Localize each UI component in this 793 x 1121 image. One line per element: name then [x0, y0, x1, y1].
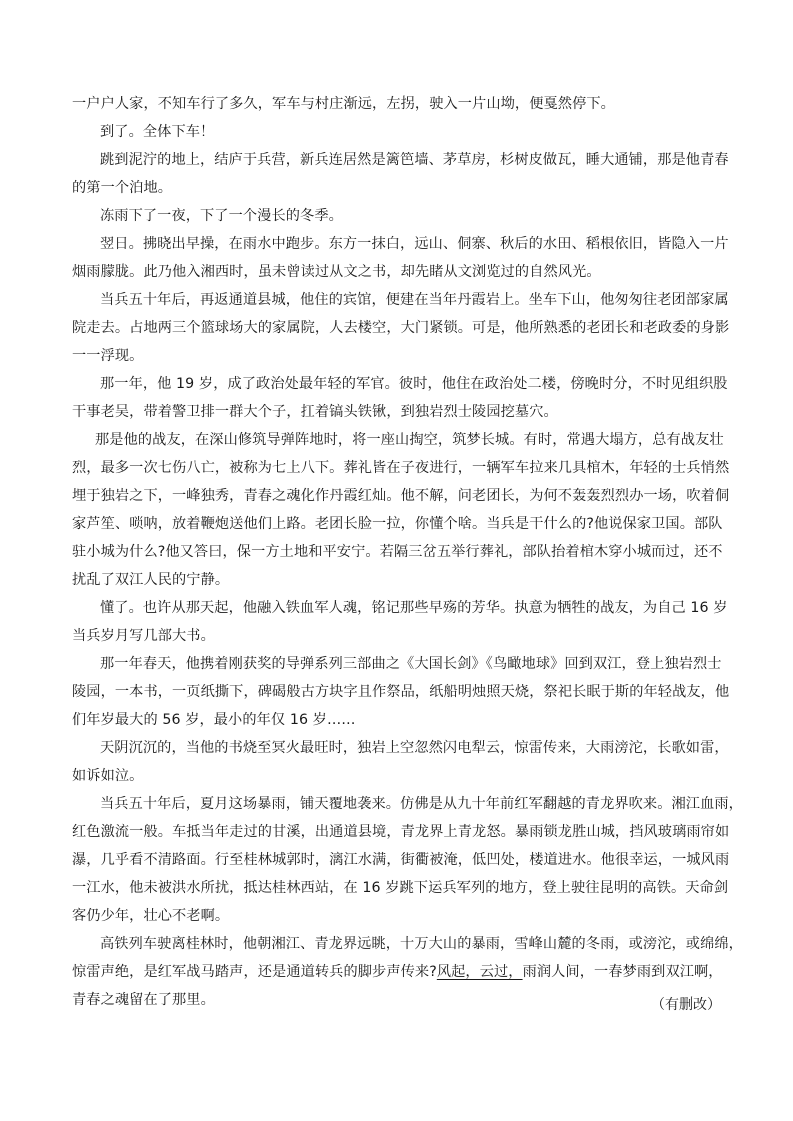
text-line: 院走去。占地两三个篮球场大的家属院，人去楼空，大门紧锁。可是，他所熟悉的老团长和老政委的身影 — [72, 320, 730, 336]
text-line: 懂了。也许从那天起，他融入铁血军人魂，铭记那些早殇的芳华。执意为牺牲的战友，为自己 16 岁 — [100, 600, 728, 616]
text-line: 陵园，一本书，一页纸撕下，碑碣般古方块字且作祭品，纸船明烛照天烧，祭祀长眠于斯的年轻战友，他 — [72, 684, 730, 700]
text-line — [72, 962, 723, 982]
text-line: 一一浮现。 — [72, 348, 144, 364]
text-segment: 雨润人间，一春梦雨到双江啊， — [522, 964, 723, 980]
text-line: 当兵五十年后，夏月这场暴雨，铺天覆地袭来。仿佛是从九十年前红军翻越的青龙界吹来。湘江血雨， — [100, 796, 743, 812]
text-line: 瀑，几乎看不清路面。行至桂林城郭时，漓江水满，街衢被淹，低凹处，楼道进水。他很幸运，一城风雨 — [72, 852, 730, 868]
text-line: 一户户人家，不知车行了多久，军车与村庄渐远，左拐，驶入一片山坳，便戛然停下。 — [72, 96, 615, 112]
text-line: 那一年，他 19 岁，成了政治处最年轻的军官。彼时，他住在政治处二楼，傍晚时分，不时见组织股 — [100, 376, 728, 392]
text-line: 天阴沉沉的，当他的书烧至冥火最旺时，独岩上空忽然闪电犁云，惊雷传来，大雨滂沱，长歌如雷， — [100, 740, 729, 756]
underlined-phrase: 风起，云过， — [436, 964, 523, 980]
text-line: 青春之魂留在了那里。 — [72, 992, 215, 1008]
text-segment: 惊雷声绝，是红军战马踏声，还是通道转兵的脚步声传来? — [72, 964, 437, 980]
text-line: 跳到泥泞的地上，结庐于兵营，新兵连居然是篱笆墙、茅草房，杉树皮做瓦，睡大通铺，那是他青春 — [100, 152, 729, 168]
text-line: 烈，最多一次七伤八亡，被称为七上八下。葬礼皆在子夜进行，一辆军车拉来几具棺木，年轻的士兵悄然 — [72, 460, 730, 476]
text-line: 到了。全体下车！ — [100, 124, 215, 140]
source-note: （有删改） — [651, 997, 721, 1013]
text-line: 如诉如泣。 — [72, 768, 144, 784]
text-line: 家芦笙、唢呐，放着鞭炮送他们上路。老团长脸一拉，你懂个啥。当兵是干什么的?他说保家卫国。部队 — [72, 516, 723, 532]
text-line: 埋于独岩之下，一峰独秀，青春之魂化作丹霞红灿。他不解，问老团长，为何不轰轰烈烈办一场，吹着侗 — [72, 488, 730, 504]
text-line: 们年岁最大的 56 岁，最小的年仅 16 岁…… — [72, 712, 356, 728]
text-line: 当兵五十年后，再返通道县城，他住的宾馆，便建在当年丹霞岩上。坐车下山，他匆匆往老团部家属 — [100, 292, 729, 308]
text-line: 一江水，他未被洪水所扰，抵达桂林西站，在 16 岁跳下运兵军列的地方，登上驶往昆明的高铁。天命剑 — [72, 880, 729, 896]
text-line: 红色激流一般。车抵当年走过的甘溪，出通道县境，青龙界上青龙怒。暴雨锁龙胜山城，挡风玻璃雨帘如 — [72, 824, 730, 840]
text-line: 当兵岁月写几部大书。 — [72, 628, 215, 644]
text-line: 高铁列车驶离桂林时，他朝湘江、青龙界远眺，十万大山的暴雨，雪峰山麓的冬雨，或滂沱，或绵绵， — [100, 936, 743, 952]
text-line: 翌日。拂晓出早操，在雨水中跑步。东方一抹白，远山、侗寨、秋后的水田、稻根依旧，皆隐入一片 — [100, 236, 729, 252]
text-line: 干事老吴，带着警卫排一群大个子，扛着镐头铁锹，到独岩烈士陵园挖墓穴。 — [72, 404, 558, 420]
text-line: 那是他的战友，在深山修筑导弹阵地时，将一座山掏空，筑梦长城。有时，常遇大塌方，总有战友壮 — [95, 432, 724, 448]
text-line: 那一年春天，他携着刚获奖的导弹系列三部曲之《大国长剑》《鸟瞰地球》回到双江，登上独岩烈士 — [100, 656, 722, 672]
text-line: 客仍少年，壮心不老啊。 — [72, 908, 230, 924]
text-line: 冻雨下了一夜，下了一个漫长的冬季。 — [100, 208, 343, 224]
text-line: 驻小城为什么?他又答曰，保一方土地和平安宁。若隔三岔五举行葬礼，部队抬着棺木穿小城而过，还不 — [72, 544, 723, 560]
text-line: 扰乱了双江人民的宁静。 — [72, 572, 230, 588]
text-line: 烟雨朦胧。此乃他入湘西时，虽未曾读过从文之书，却先睹从文浏览过的自然风光。 — [72, 264, 601, 280]
text-line: 的第一个泊地。 — [72, 180, 173, 196]
